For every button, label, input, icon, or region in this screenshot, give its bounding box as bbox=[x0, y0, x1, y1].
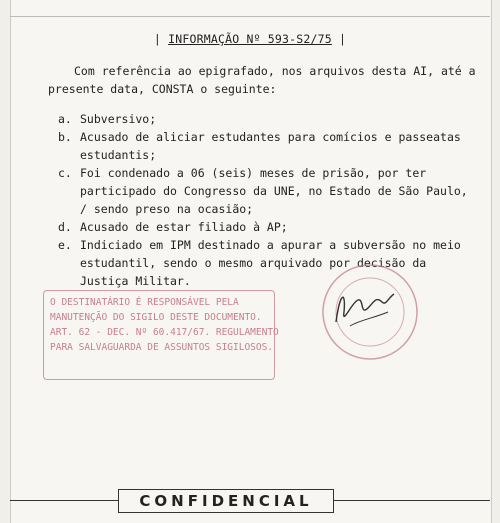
item-letter: d. bbox=[58, 220, 72, 234]
item-letter: b. bbox=[58, 130, 72, 144]
heading-title: INFORMAÇÃO Nº 593-S2/75 bbox=[168, 32, 332, 46]
footer-rule-left bbox=[10, 500, 118, 501]
item-text: Subversivo; bbox=[80, 112, 157, 126]
list-item bbox=[58, 164, 478, 218]
stamp-line: ART. 62 - DEC. Nº 60.417/67. REGULAMENTO bbox=[50, 327, 279, 338]
classification-label: CONFIDENCIAL bbox=[118, 489, 334, 513]
item-letter: a. bbox=[58, 112, 72, 126]
heading-left-bracket: | bbox=[153, 32, 161, 46]
list-item bbox=[58, 110, 478, 128]
intro-paragraph: Com referência ao epigrafado, nos arquivos desta AI, até a presente data, CONSTA o seguinte: bbox=[48, 64, 476, 96]
stamp-line: PARA SALVAGUARDA DE ASSUNTOS SIGILOSOS. bbox=[50, 342, 274, 353]
item-text: Indiciado em IPM destinado a apurar a subversão no meio estudantil, sendo o mesmo arquivado por decisão da Justiça Militar. bbox=[80, 238, 461, 288]
item-text: Foi condenado a 06 (seis) meses de prisão, por ter participado do Congresso da UNE, no Estado de São Paulo, / sendo preso na ocasião; bbox=[80, 166, 468, 216]
footer-rule-right bbox=[334, 500, 490, 501]
list-item bbox=[58, 218, 478, 236]
list-item bbox=[58, 128, 478, 164]
heading-right-bracket: | bbox=[339, 32, 347, 46]
stamp-line: MANUTENÇÃO DO SIGILO DESTE DOCUMENTO. bbox=[50, 312, 262, 323]
document-heading bbox=[0, 32, 500, 46]
item-text: Acusado de aliciar estudantes para comícios e passeatas estudantis; bbox=[80, 130, 461, 162]
stamp-line: O DESTINATÁRIO É RESPONSÁVEL PELA bbox=[50, 297, 239, 308]
item-letter: e. bbox=[58, 238, 72, 252]
signature bbox=[330, 282, 400, 332]
item-letter: c. bbox=[58, 166, 72, 180]
top-rule bbox=[10, 16, 490, 17]
item-text: Acusado de estar filiado à AP; bbox=[80, 220, 288, 234]
confidentiality-stamp bbox=[43, 290, 279, 380]
